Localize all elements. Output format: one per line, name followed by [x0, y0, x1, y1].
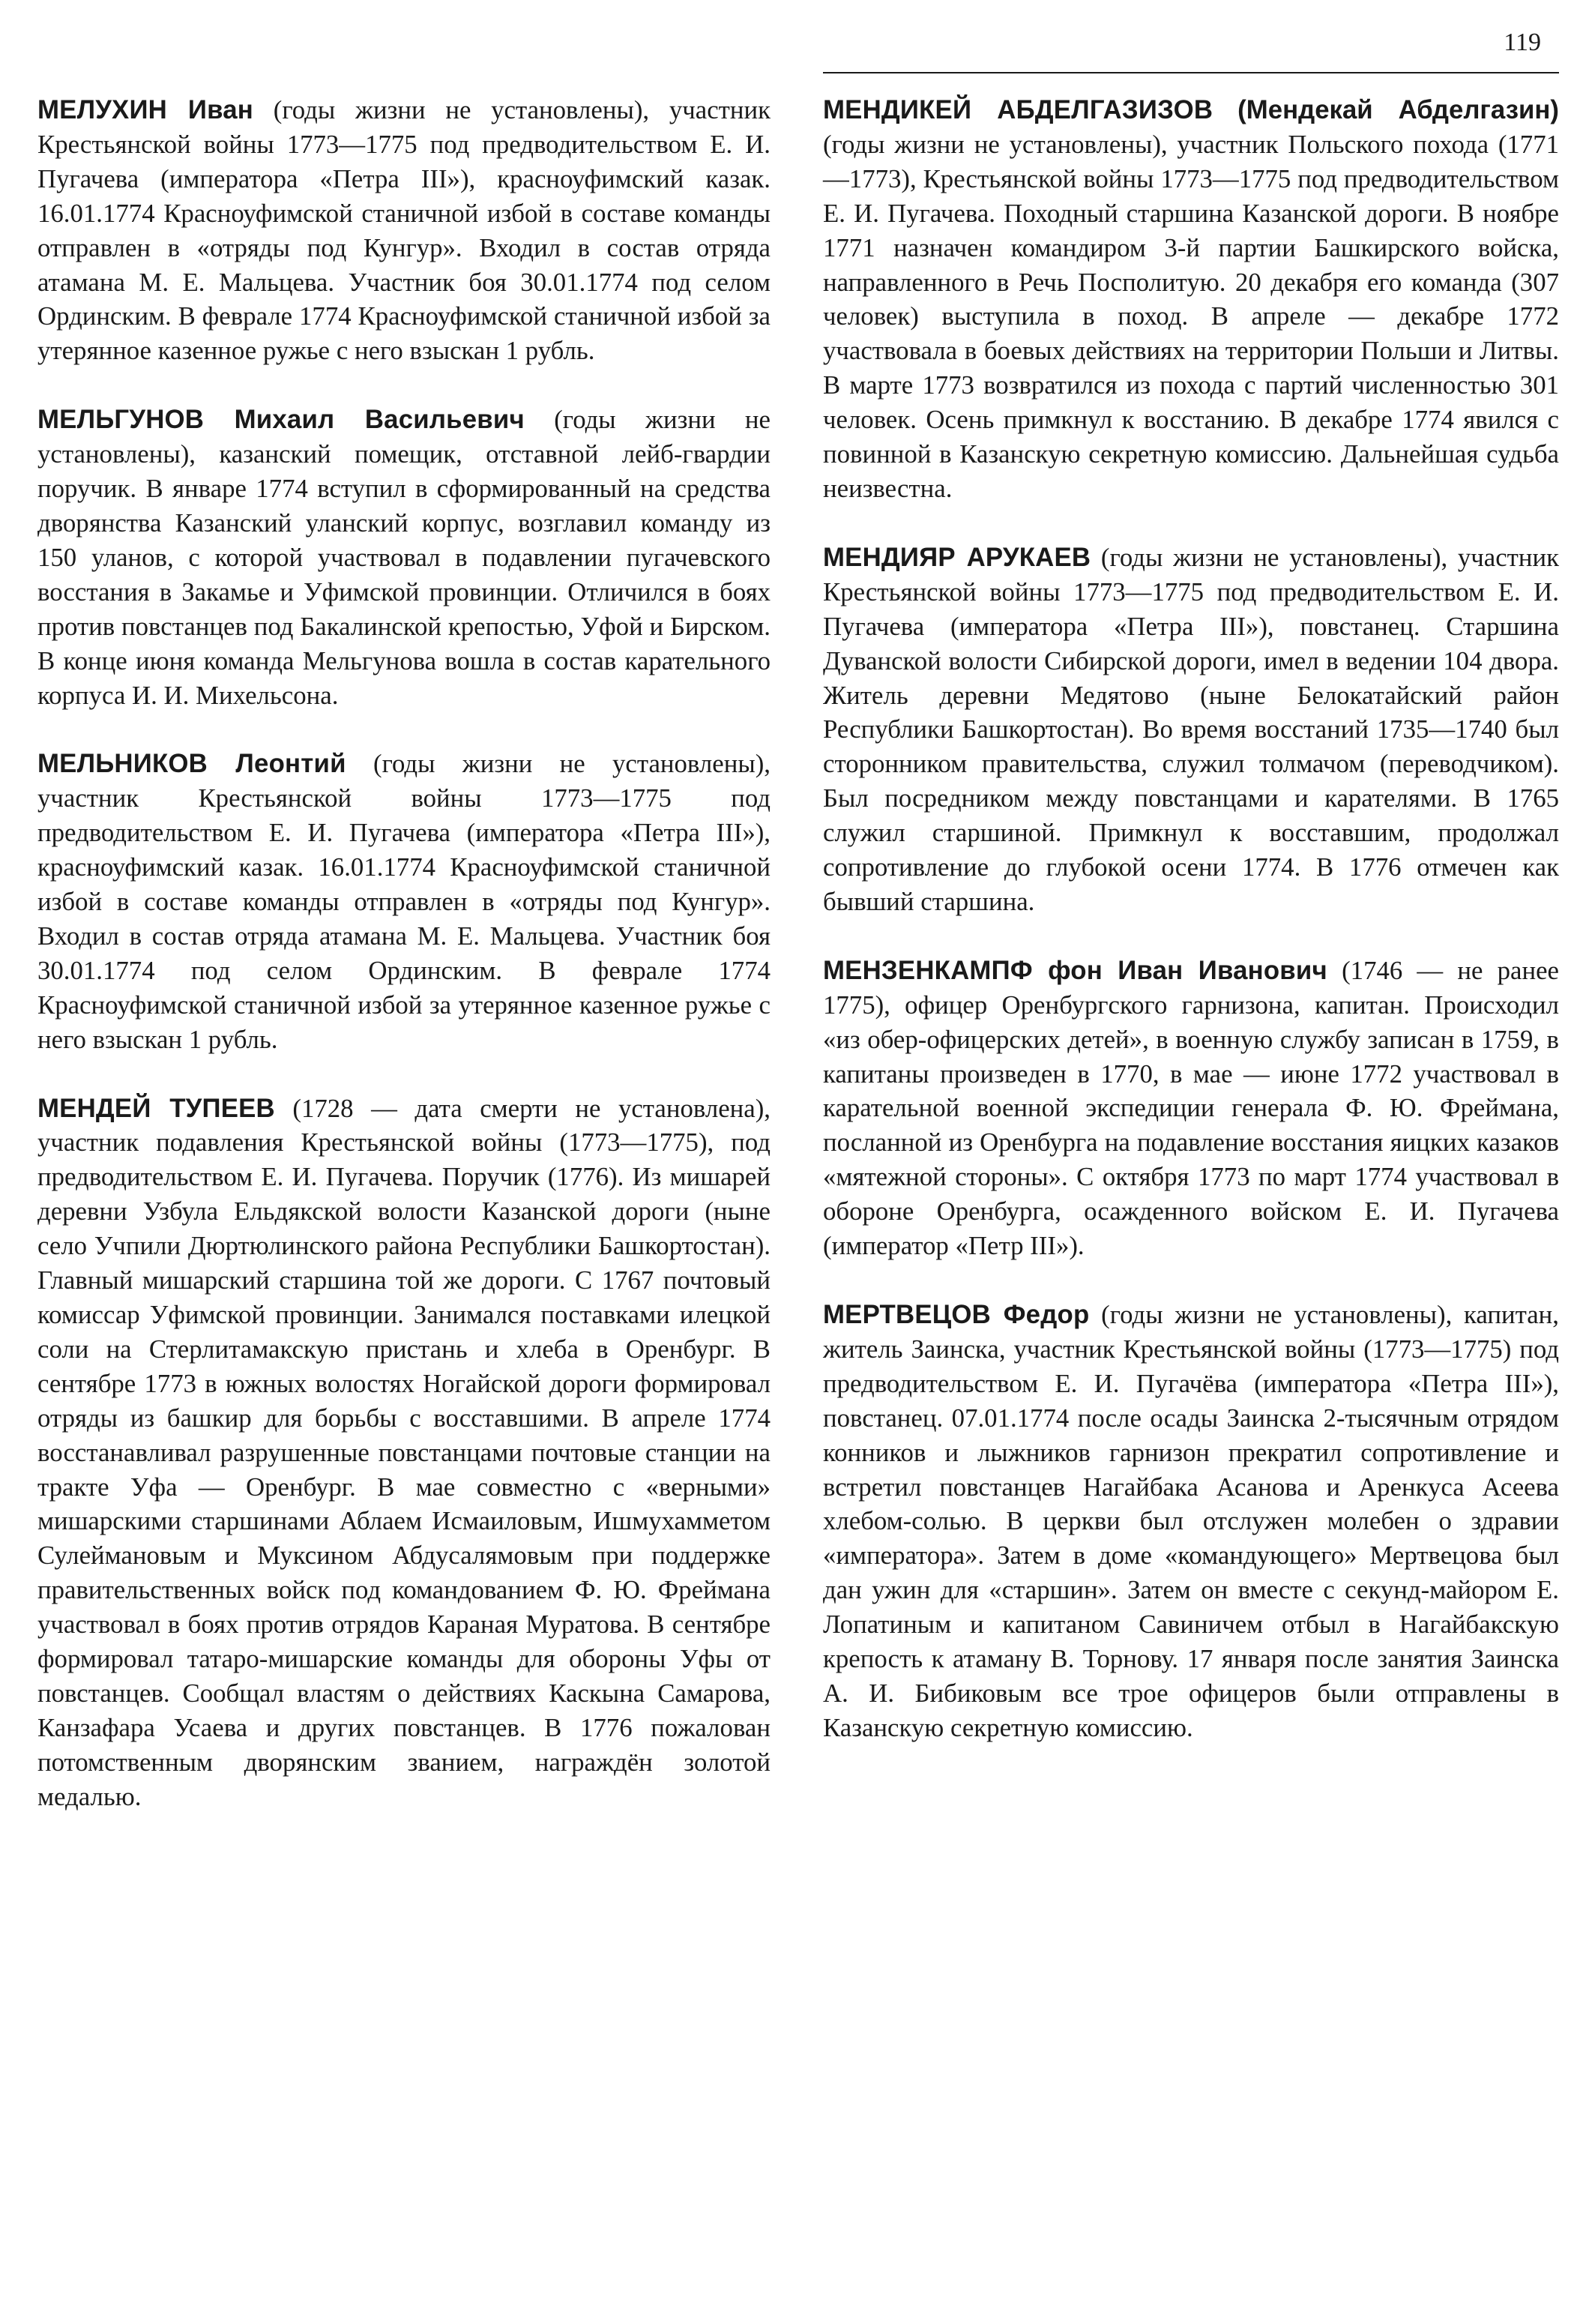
entry-mendiyar-arukaev — [823, 541, 1559, 919]
entry-heading: МЕНДЕЙ ТУПЕЕВ — [37, 1093, 275, 1123]
entry-heading-variant: (Мендекай Абделгазин) — [1237, 95, 1559, 124]
left-column — [37, 93, 771, 1849]
entry-body: (1746 — не ранее 1775), офицер Оренбургского гарнизона, капитан. Происходил «из обер-офицерских детей», в военную службу записан в 1759, в капитаны произведен в 1770, в мае — июне 1772 участвовал в карательной военной экспедиции генерала Ф. Ю. Фреймана, посланной из Оренбурга на подавление восстания яицких казаков «мятежной стороны». С октября 1773 по март 1774 участвовал в обороне Оренбурга, осажденного войском Е. И. Пугачева (император «Петр III»). — [823, 955, 1560, 1261]
entry-heading: МЕНДИЯР АРУКАЕВ — [823, 542, 1091, 572]
entry-heading: МЕЛЬНИКОВ Леонтий — [37, 749, 346, 779]
entry-body: (годы жизни не установлены), участник Польского похода (1771—1773), Крестьянской войны 1773—1775 под предводительством Е. И. Пугачева. Походный старшина Казанской дороги. В ноябре 1771 назначен командиром 3-й партии Башкирского войска, направленного в Речь Посполитую. 20 декабря его команда (307 человек) выступила в поход. В апреле — декабре 1772 участвовала в боевых действиях на территории Польши и Литвы. В марте 1773 возвратился из похода с партий численностью 301 человек. Осень примкнул к восстанию. В декабре 1774 явился с повинной в Казанскую секретную комиссию. Дальнейшая судьба неизвестна. — [823, 129, 1559, 503]
entry-melnikov — [37, 747, 771, 1056]
right-column — [823, 93, 1559, 1780]
entry-mendey-tupeev — [37, 1092, 771, 1814]
entry-melgunov — [37, 403, 771, 712]
entry-mertvetsov — [823, 1298, 1559, 1745]
entry-body: (годы жизни не установлены), участник Крестьянской войны 1773—1775 под предводительством Е. И. Пугачева (императора «Петра III»), красноуфимский казак. 16.01.1774 Красноуфимской станичной избой в составе команды отправлен в «отряды под Кунгур». Входил в состав отряда атамана М. Е. Мальцева. Участник боя 30.01.1774 под селом Ординским. В феврале 1774 Красноуфимской станичной избой за утерянное казенное ружье с него взыскан 1 рубль. — [37, 749, 771, 1054]
entry-mendikey-abdelgazizov — [823, 93, 1559, 506]
entry-menzenkampf — [823, 954, 1559, 1263]
entry-body: (годы жизни не установлены), участник Крестьянской войны 1773—1775 под предводительством Е. И. Пугачева (императора «Петра III»), красноуфимский казак. 16.01.1774 Красноуфимской станичной избой в составе команды отправлен в «отряды под Кунгур». Входил в состав отряда атамана М. Е. Мальцева. Участник боя 30.01.1774 под селом Ординским. В феврале 1774 Красноуфимской станичной избой за утерянное казенное ружье с него взыскан 1 рубль. — [37, 95, 771, 366]
entry-heading: МЕНЗЕНКАМПФ фон Иван Иванович — [823, 955, 1327, 985]
entry-heading: МЕРТВЕЦОВ Федор — [823, 1300, 1090, 1329]
entry-heading: МЕЛЬГУНОВ Михаил Васильевич — [37, 405, 525, 435]
entry-body: (1728 — дата смерти не установлена), участник подавления Крестьянской войны (1773—1775), под предводительством Е. И. Пугачева. Поручик (1776). Из мишарей деревни Узбула Ельдякской волости Казанской дороги (ныне село Учпили Дюртюлинского района Республики Башкортостан). Главный мишарский старшина той же дороги. С 1767 почтовый комиссар Уфимской провинции. Занимался поставками илецкой соли на Стерлитамакскую пристань и хлеба в Оренбург. В сентябре 1773 в южных волостях Ногайской дороги формировал отряды из башкир для борьбы с восставшими. В апреле 1774 восстанавливал разрушенные повстанцами почтовые станции на тракте Уфа — Оренбург. В мае совместно с «верными» мишарскими старшинами Аблаем Исмаиловым, Ишмухамметом Сулеймановым и Муксином Абдусалямовым при поддержке правительственных войск под командованием Ф. Ю. Фреймана участвовал в боях против отрядов Караная Муратова. В сентябре формировал татаро-мишарские команды для обороны Уфы от повстанцев. Сообщал властям о действиях Каскына Самарова, Канзафара Усаева и других повстанцев. В 1776 пожалован потомственным дворянским званием, награждён золотой медалью. — [37, 1093, 771, 1811]
page-number: 119 — [1504, 28, 1541, 56]
entry-heading: МЕНДИКЕЙ АБДЕЛГАЗИЗОВ — [823, 95, 1213, 124]
entry-meluhin — [37, 93, 771, 368]
header-rule — [823, 72, 1559, 73]
entry-body: (годы жизни не установлены), казанский помещик, отставной лейб-гвардии поручик. В январе 1774 вступил в сформированный на средства дворянства Казанский уланский корпус, возглавил команду из 150 уланов, с которой участвовал в подавлении пугачевского восстания в Закамье и Уфимской провинции. Отличился в боях против повстанцев под Бакалинской крепостью, Уфой и Бирском. В конце июня команда Мельгунова вошла в состав карательного корпуса И. И. Михельсона. — [37, 405, 771, 710]
entry-heading: МЕЛУХИН Иван — [37, 95, 254, 124]
entry-body: (годы жизни не установлены), участник Крестьянской войны 1773—1775 под предводительством Е. И. Пугачева (императора «Петра III»), повстанец. Старшина Дуванской волости Сибирской дороги, имел в ведении 104 двора. Житель деревни Медятово (ныне Белокатайский район Республики Башкортостан). Во время восстаний 1735—1740 был сторонником правительства, служил толмачом (переводчиком). Был посредником между повстанцами и карателями. В 1765 служил старшиной. Примкнул к восставшим, продолжал сопротивление до глубокой осени 1774. В 1776 отмечен как бывший старшина. — [823, 542, 1559, 916]
entry-body: (годы жизни не установлены), капитан, житель Заинска, участник Крестьянской войны (1773—1775) под предводительством Е. И. Пугачёва (императора «Петра III»), повстанец. 07.01.1774 после осады Заинска 2-тысячным отрядом конников и лыжников гарнизон прекратил сопротивление и встретил повстанцев Нагайбака Асанова и Аренкуса Асеева хлебом-солью. В церкви был отслужен молебен о здравии «императора». Затем в доме «командующего» Мертвецова был дан ужин для «старшин». Затем он вместе с секунд-майором Е. Лопатиным и капитаном Савиничем отбыл в Нагайбакскую крепость к атаману В. Торнову. 17 января после занятия Заинска А. И. Бибиковым все трое офицеров были отправлены в Казанскую секретную комиссию. — [823, 1300, 1559, 1742]
